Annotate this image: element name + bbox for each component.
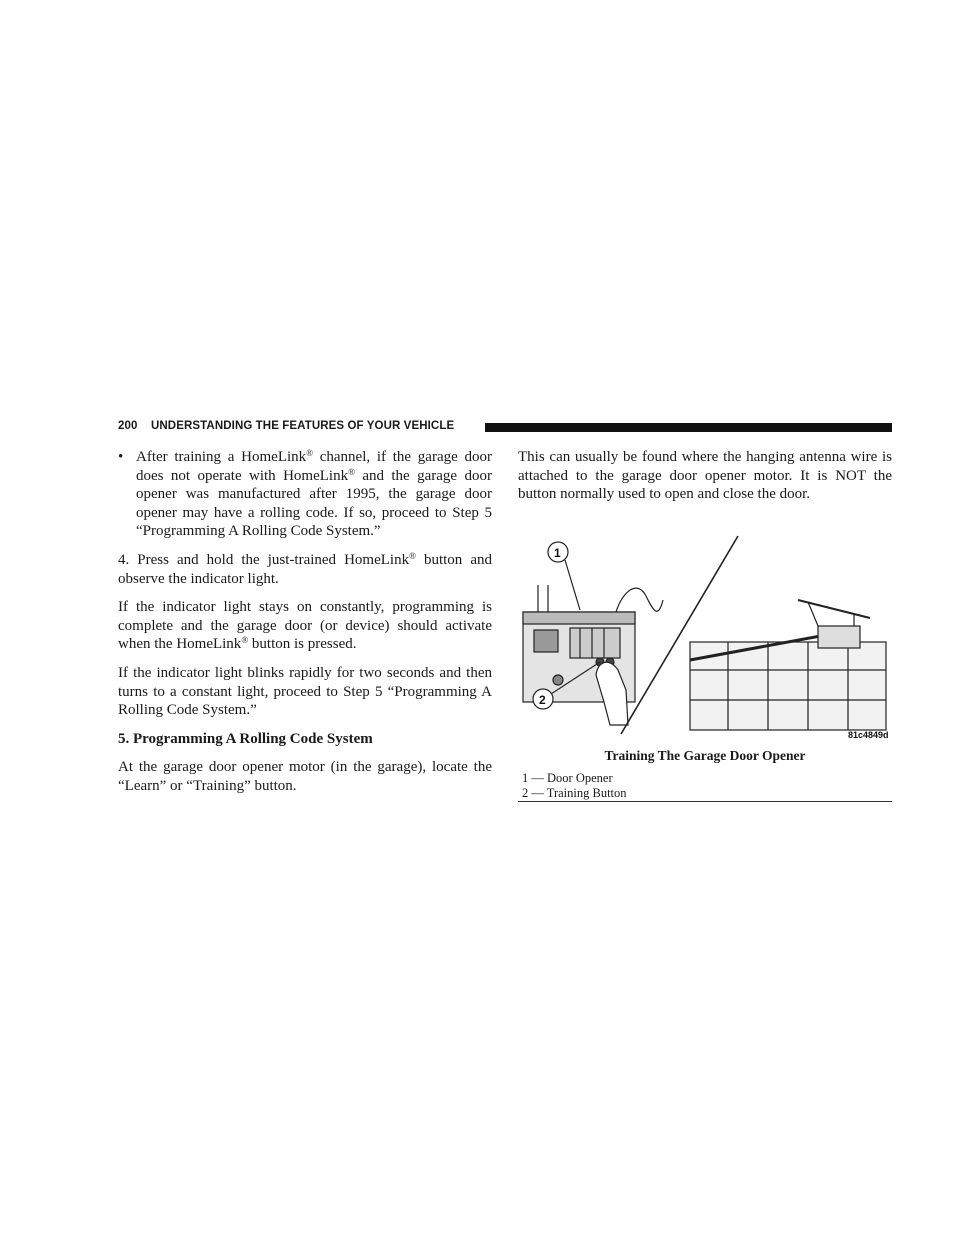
figure-caption: Training The Garage Door Opener <box>604 748 806 763</box>
legend-rule <box>518 801 892 802</box>
bullet-text-2: channel, if the garage door does not operate with HomeLink <box>136 449 493 484</box>
page-number: 200 <box>118 420 138 432</box>
step-5-paragraph: At the garage door opener motor (in the garage), locate the “Learn” or “Training” button. <box>118 759 492 794</box>
figure-code: 81c4849d <box>848 730 889 740</box>
constant-text-2: button is pressed. <box>248 636 357 653</box>
bullet-text-1: After training a HomeLink <box>136 449 307 465</box>
step-5-heading: 5. Programming A Rolling Code System <box>118 730 373 747</box>
bullet-item <box>118 448 492 541</box>
step-4-text-1: 4. Press and hold the just-trained HomeLink <box>118 551 410 568</box>
garage-door-opener-illustration <box>518 530 892 745</box>
step-4-text-2: button and observe the indicator light. <box>118 551 493 587</box>
opener-motor <box>818 626 860 648</box>
constant-text-1: If the indicator light stays on constantly, programming is complete and the garage door (or device) should activate when the HomeLink <box>118 599 492 653</box>
antenna-wire <box>616 588 663 612</box>
antenna-paragraph: This can usually be found where the hanging antenna wire is attached to the garage door opener motor. It is NOT the button normally used to open and close the door. <box>518 449 892 503</box>
registered-mark: ® <box>409 550 416 561</box>
blink-paragraph: If the indicator light blinks rapidly for two seconds and then turns to a constant light, proceed to Step 5 “Programming A Rolling Code System.” <box>118 664 492 719</box>
legend-item-1: 1 — Door Opener <box>522 771 613 785</box>
callout-2-label: 2 <box>539 693 546 707</box>
section-title: UNDERSTANDING THE FEATURES OF YOUR VEHICLE <box>151 420 455 432</box>
registered-mark: ® <box>348 466 355 477</box>
bullet-symbol: • <box>118 449 124 465</box>
page-header <box>118 419 892 435</box>
step-4-paragraph <box>118 551 492 588</box>
bullet-text-3: and the garage door opener was manufactured after 1995, the garage door opener may have a rolling code. If so, proceed to Step 5 “Programming A Rolling Code System.” <box>136 467 492 540</box>
callout-1-arrow <box>565 560 580 610</box>
header-bar <box>485 423 892 432</box>
registered-mark: ® <box>306 448 313 458</box>
figure-legend <box>522 771 627 800</box>
left-column <box>118 448 492 806</box>
callout-1-label: 1 <box>554 546 561 560</box>
registered-mark: ® <box>241 635 249 646</box>
constant-light-paragraph <box>118 598 492 654</box>
legend-item-2: 2 — Training Button <box>522 785 627 800</box>
right-column <box>518 448 892 514</box>
